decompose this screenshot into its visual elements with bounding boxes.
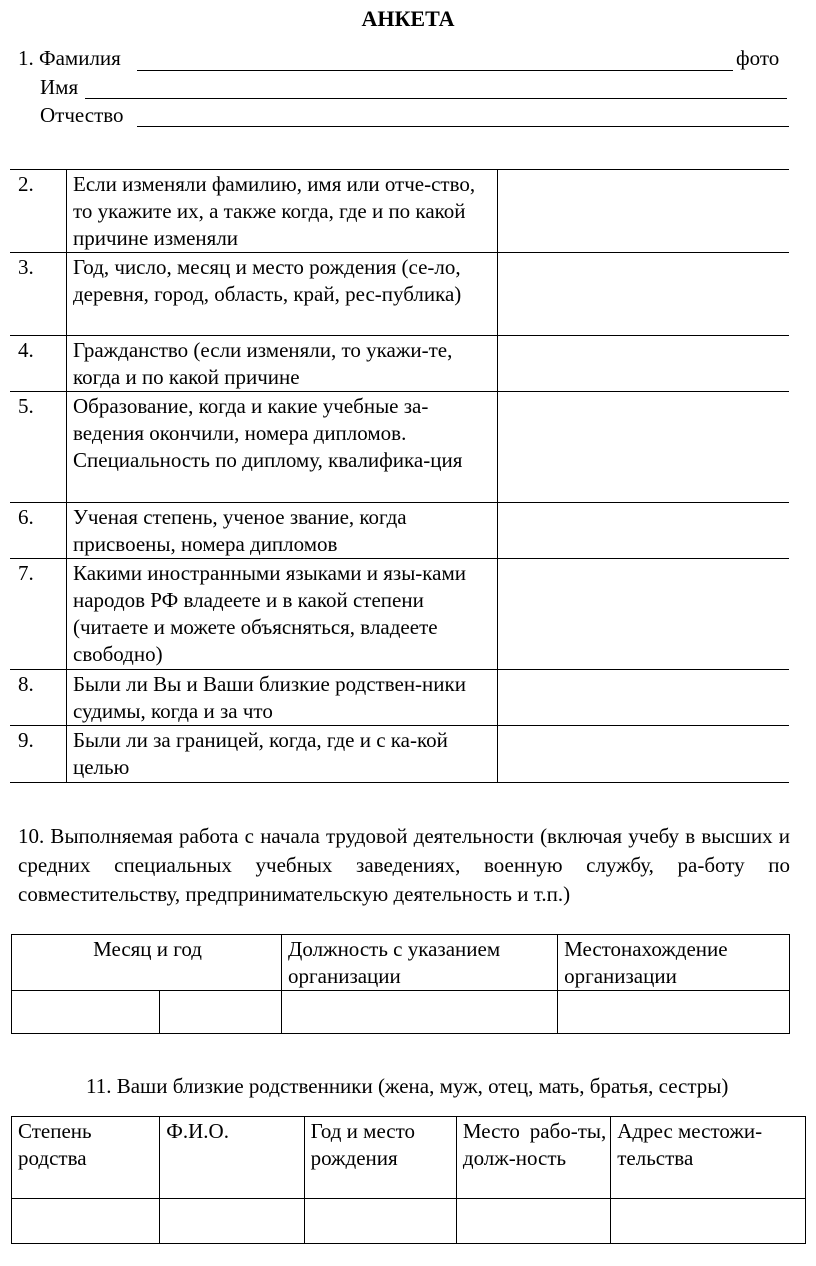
question-text: Гражданство (если изменяли, то укажи-те, когда и по какой причине — [67, 336, 498, 392]
cell-year[interactable] — [159, 991, 281, 1034]
cell-workplace[interactable] — [456, 1199, 610, 1244]
cell-month[interactable] — [12, 991, 160, 1034]
question-number: 8. — [10, 670, 67, 726]
surname-field[interactable] — [137, 70, 733, 71]
col-workplace: Место рабо-ты, долж-ность — [456, 1117, 610, 1199]
question-number: 9. — [10, 726, 67, 783]
answer-cell[interactable] — [498, 670, 790, 726]
question-number: 5. — [10, 392, 67, 503]
question-text: Были ли за границей, когда, где и с ка-кой целью — [67, 726, 498, 783]
answer-cell[interactable] — [498, 559, 790, 670]
col-fio: Ф.И.О. — [160, 1117, 304, 1199]
col-month-year: Месяц и год — [12, 935, 282, 991]
question-text: Год, число, месяц и место рождения (се-ло, деревня, город, область, край, рес-публика) — [67, 253, 498, 336]
cell-fio[interactable] — [160, 1199, 304, 1244]
table-row — [12, 991, 790, 1034]
section11-text: 11. Ваши близкие родственники (жена, муж, отец, мать, братья, сестры) — [86, 1074, 729, 1098]
section10-text: 10. Выполняемая работа с начала трудовой деятельности (включая учебу в высших и средних специальных учебных заведениях, военную службу, ра-боту по совместительству, предпринимательскую деятельность и т.п.) — [18, 824, 790, 906]
col-relation: Степень родства — [12, 1117, 160, 1199]
answer-cell[interactable] — [498, 392, 790, 503]
answer-cell[interactable] — [498, 336, 790, 392]
table-row — [10, 336, 789, 392]
table-row — [12, 1199, 806, 1244]
form-title: АНКЕТА — [361, 6, 455, 31]
table-row — [12, 935, 790, 991]
question-text: Образование, когда и какие учебные за-ведения окончили, номера дипломов. Специальность по диплому, квалифика-ция — [67, 392, 498, 503]
col-location: Местонахождение организации — [558, 935, 790, 991]
name-label: Имя — [40, 75, 79, 99]
relatives-table — [11, 1116, 806, 1244]
photo-label: фото — [736, 46, 780, 70]
table-row — [10, 503, 789, 559]
question-text: Ученая степень, ученое звание, когда присвоены, номера дипломов — [67, 503, 498, 559]
table-row — [10, 670, 789, 726]
question-text: Какими иностранными языками и язы-ками народов РФ владеете и в какой степени (читаете и можете объясняться, владеете свободно) — [67, 559, 498, 670]
table-row — [10, 559, 789, 670]
table-row — [10, 392, 789, 503]
name-field[interactable] — [85, 98, 787, 99]
cell-location[interactable] — [558, 991, 790, 1034]
col-birth: Год и место рождения — [304, 1117, 456, 1199]
col-position: Должность с указанием организации — [282, 935, 558, 991]
question-number: 3. — [10, 253, 67, 336]
question-number: 4. — [10, 336, 67, 392]
patronymic-field[interactable] — [137, 126, 789, 127]
answer-cell[interactable] — [498, 170, 790, 253]
work-history-table — [11, 934, 790, 1034]
cell-address[interactable] — [611, 1199, 806, 1244]
question-number: 2. — [10, 170, 67, 253]
question-text: Были ли Вы и Ваши близкие родствен-ники судимы, когда и за что — [67, 670, 498, 726]
questions-table — [10, 169, 789, 783]
surname-label: 1. Фамилия — [18, 46, 121, 70]
table-row — [10, 726, 789, 783]
table-row — [12, 1117, 806, 1199]
patronymic-label: Отчество — [40, 103, 124, 127]
answer-cell[interactable] — [498, 253, 790, 336]
answer-cell[interactable] — [498, 726, 790, 783]
table-row — [10, 253, 789, 336]
cell-birth[interactable] — [304, 1199, 456, 1244]
table-row — [10, 170, 789, 253]
cell-position[interactable] — [282, 991, 558, 1034]
cell-relation[interactable] — [12, 1199, 160, 1244]
question-text: Если изменяли фамилию, имя или отче-ство, то укажите их, а также когда, где и по какой причине изменяли — [67, 170, 498, 253]
answer-cell[interactable] — [498, 503, 790, 559]
question-number: 6. — [10, 503, 67, 559]
col-address: Адрес местожи-тельства — [611, 1117, 806, 1199]
question-number: 7. — [10, 559, 67, 670]
